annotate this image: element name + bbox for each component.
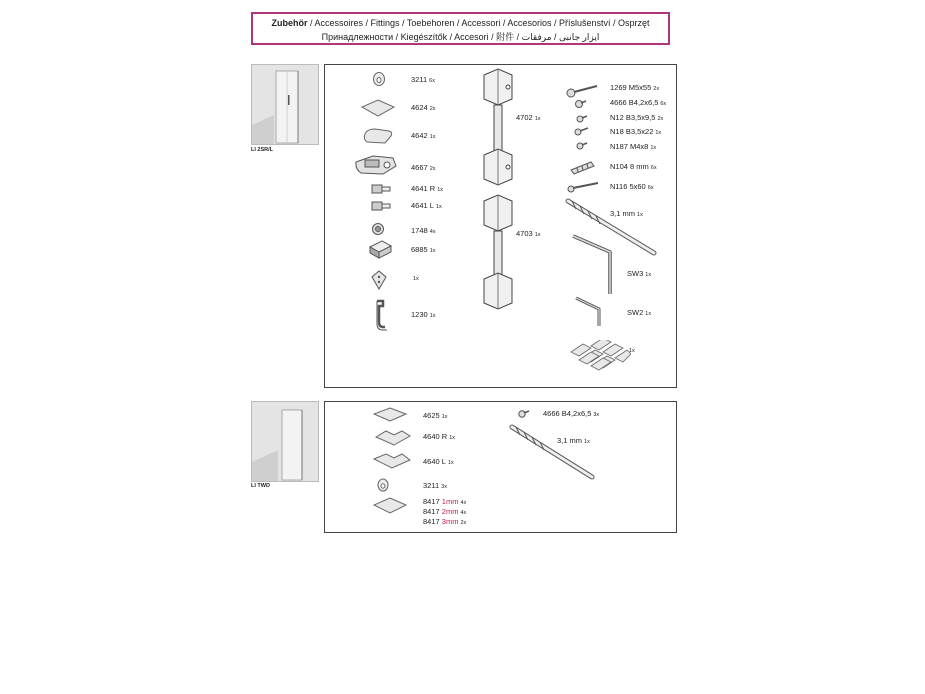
label-drill-bit: 3,1 mm 1x	[610, 209, 643, 218]
label-3211-twd: 3211 3x	[423, 481, 447, 490]
part-4625-drawing	[372, 406, 408, 424]
accessories-header	[251, 12, 670, 45]
part-1748-drawing	[371, 222, 385, 236]
label-4666: 4666 B4,2x6,5 6x	[610, 98, 667, 107]
label-4642: 4642 1x	[411, 131, 436, 140]
part-3211-drawing	[372, 71, 386, 87]
label-4641r: 4641 R 1x	[411, 184, 443, 193]
part-4642-drawing	[361, 126, 395, 146]
label-8417-1mm: 8417 1mm 4x	[423, 497, 467, 506]
header-line-1: Zubehör / Accessoires / Fittings / Toebehoren / Accessori / Accesorios / Příslušenství / Osprzęt	[271, 18, 650, 28]
label-sw2: SW2 1x	[627, 308, 652, 317]
label-4702: 4702 1x	[516, 113, 541, 122]
label-1748: 1748 4x	[411, 226, 436, 235]
label-4666-twd: 4666 B4,2x6,5 3x	[543, 409, 600, 418]
label-n187: N187 M4x8 1x	[610, 142, 657, 151]
label-4641l: 4641 L 1x	[411, 201, 442, 210]
part-4641r-drawing	[370, 182, 392, 196]
thumbnail-label-li-2sr: LI 2SR/L	[251, 147, 274, 153]
label-3211: 3211 6x	[411, 75, 435, 84]
part-4666-twd-screw-drawing	[517, 408, 531, 420]
label-6885: 6885 1x	[411, 245, 436, 254]
label-4640l: 4640 L 1x	[423, 457, 454, 466]
label-clip: 1x	[413, 276, 419, 282]
label-4625: 4625 1x	[423, 411, 448, 420]
label-sw3: SW3 1x	[627, 269, 652, 278]
label-8417-2mm: 8417 2mm 4x	[423, 507, 467, 516]
part-sw3-hex-key-drawing	[570, 232, 616, 296]
label-n104: N104 8 mm 6x	[610, 162, 657, 171]
part-drill-bit-twd-drawing	[508, 423, 596, 481]
part-4641l-drawing	[370, 199, 392, 213]
label-4667: 4667 2x	[411, 163, 436, 172]
part-n116-screw-drawing	[566, 180, 600, 194]
label-drill-bit-twd: 3,1 mm 1x	[557, 436, 590, 445]
label-8417-3mm: 8417 3mm 2x	[423, 517, 467, 526]
part-sw2-hex-key-drawing	[573, 295, 607, 329]
part-4667-drawing	[353, 152, 399, 178]
label-n18: N18 B3,5x22 1x	[610, 127, 662, 136]
label-4703: 4703 1x	[516, 229, 541, 238]
part-4640l-drawing	[372, 451, 412, 471]
label-4640r: 4640 R 1x	[423, 432, 455, 441]
part-n104-anchor-drawing	[567, 158, 599, 176]
label-n116: N116 5x60 6x	[610, 182, 654, 191]
thumbnail-label-li-twd: LI TWD	[251, 483, 270, 489]
part-clip-drawing	[370, 269, 388, 291]
part-4703-handle-drawing	[478, 193, 518, 315]
thumbnail-li-twd	[251, 401, 319, 482]
part-n187-screw-drawing	[575, 140, 589, 152]
part-n18-screw-drawing	[573, 125, 589, 137]
header-line-2: Принадлежности / Kiegészítők / Accesori / 附件 / ايزار جانبى / مرفقات	[321, 32, 600, 42]
part-4624-drawing	[360, 98, 396, 118]
part-4702-handle-drawing	[478, 67, 518, 191]
label-1269: 1269 M5x55 2x	[610, 83, 660, 92]
label-n12: N12 B3,5x9,5 2x	[610, 113, 664, 122]
part-8417-shim-drawing	[372, 496, 408, 516]
label-pads: 1x	[629, 348, 635, 354]
label-1230: 1230 1x	[411, 310, 436, 319]
label-4624: 4624 2x	[411, 103, 436, 112]
part-4666-screw-drawing	[574, 98, 588, 110]
part-protective-pads-drawing	[565, 340, 631, 382]
part-6885-drawing	[366, 238, 394, 260]
part-4640r-drawing	[372, 428, 412, 448]
thumbnail-li-2sr	[251, 64, 319, 145]
part-1230-drawing	[369, 298, 391, 332]
part-3211-twd-drawing	[377, 478, 389, 492]
part-n12-screw-drawing	[575, 113, 589, 125]
